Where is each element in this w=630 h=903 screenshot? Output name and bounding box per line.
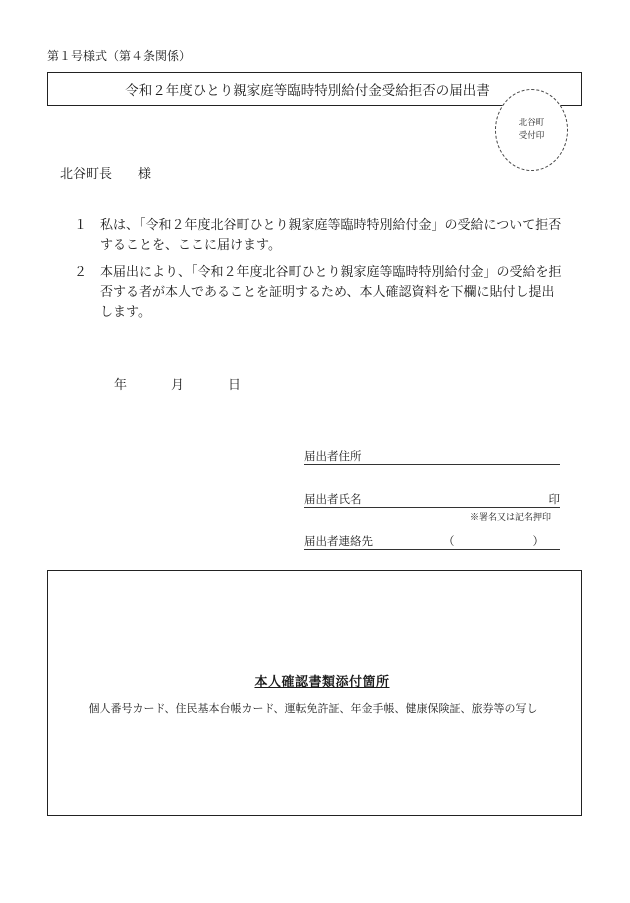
item-number: ２ xyxy=(74,265,88,280)
applicant-contact-label: 届出者連絡先 xyxy=(304,534,373,548)
applicant-name-field[interactable] xyxy=(304,491,560,508)
statement-item-1 xyxy=(62,216,562,256)
date-line[interactable] xyxy=(114,374,241,393)
addressee xyxy=(60,163,151,182)
form-title: 令和２年度ひとり親家庭等臨時特別給付金受給拒否の届出書 xyxy=(125,83,490,99)
date-day: 日 xyxy=(228,378,242,393)
contact-paren-close: ） xyxy=(532,534,544,548)
stamp-line-2: 受付印 xyxy=(518,131,545,141)
applicant-address-label: 届出者住所 xyxy=(304,449,362,463)
attachment-description xyxy=(0,700,630,716)
addressee-honorific: 様 xyxy=(138,167,152,182)
applicant-name-label: 届出者氏名 xyxy=(304,492,362,506)
statement-item-2 xyxy=(62,263,562,323)
applicant-contact-field[interactable] xyxy=(304,533,560,550)
seal-mark: 印 xyxy=(548,492,560,506)
seal-note: ※署名又は記名押印 xyxy=(470,513,552,523)
form-number: 第１号様式（第４条関係） xyxy=(47,49,192,63)
applicant-address-field[interactable] xyxy=(304,448,560,465)
item-number: １ xyxy=(74,218,88,233)
stamp-line-1: 北谷町 xyxy=(518,118,545,128)
date-month: 月 xyxy=(171,378,185,393)
attachment-title xyxy=(0,671,630,690)
attachment-description-text: 個人番号カード、住民基本台帳カード、運転免許証、年金手帳、健康保険証、旅券等の写し xyxy=(88,702,538,715)
title-box xyxy=(47,72,582,106)
id-document-attachment-area[interactable] xyxy=(47,570,582,816)
statement-items xyxy=(62,216,562,330)
reception-stamp-circle xyxy=(495,89,568,171)
item-text: 本届出により、「令和２年度北谷町ひとり親家庭等臨時特別給付金」の受給を拒否する者が本人であることを証明するため、本人確認資料を下欄に貼付し提出します。 xyxy=(100,265,562,320)
contact-paren-open: （ xyxy=(443,534,455,548)
addressee-name: 北谷町長 xyxy=(60,167,113,182)
date-year: 年 xyxy=(114,378,128,393)
applicant-contact-group xyxy=(304,533,544,549)
attachment-title-text: 本人確認書類添付箇所 xyxy=(254,675,390,690)
item-text: 私は、「令和２年度北谷町ひとり親家庭等臨時特別給付金」の受給について拒否することを、ここに届けます。 xyxy=(100,218,562,253)
